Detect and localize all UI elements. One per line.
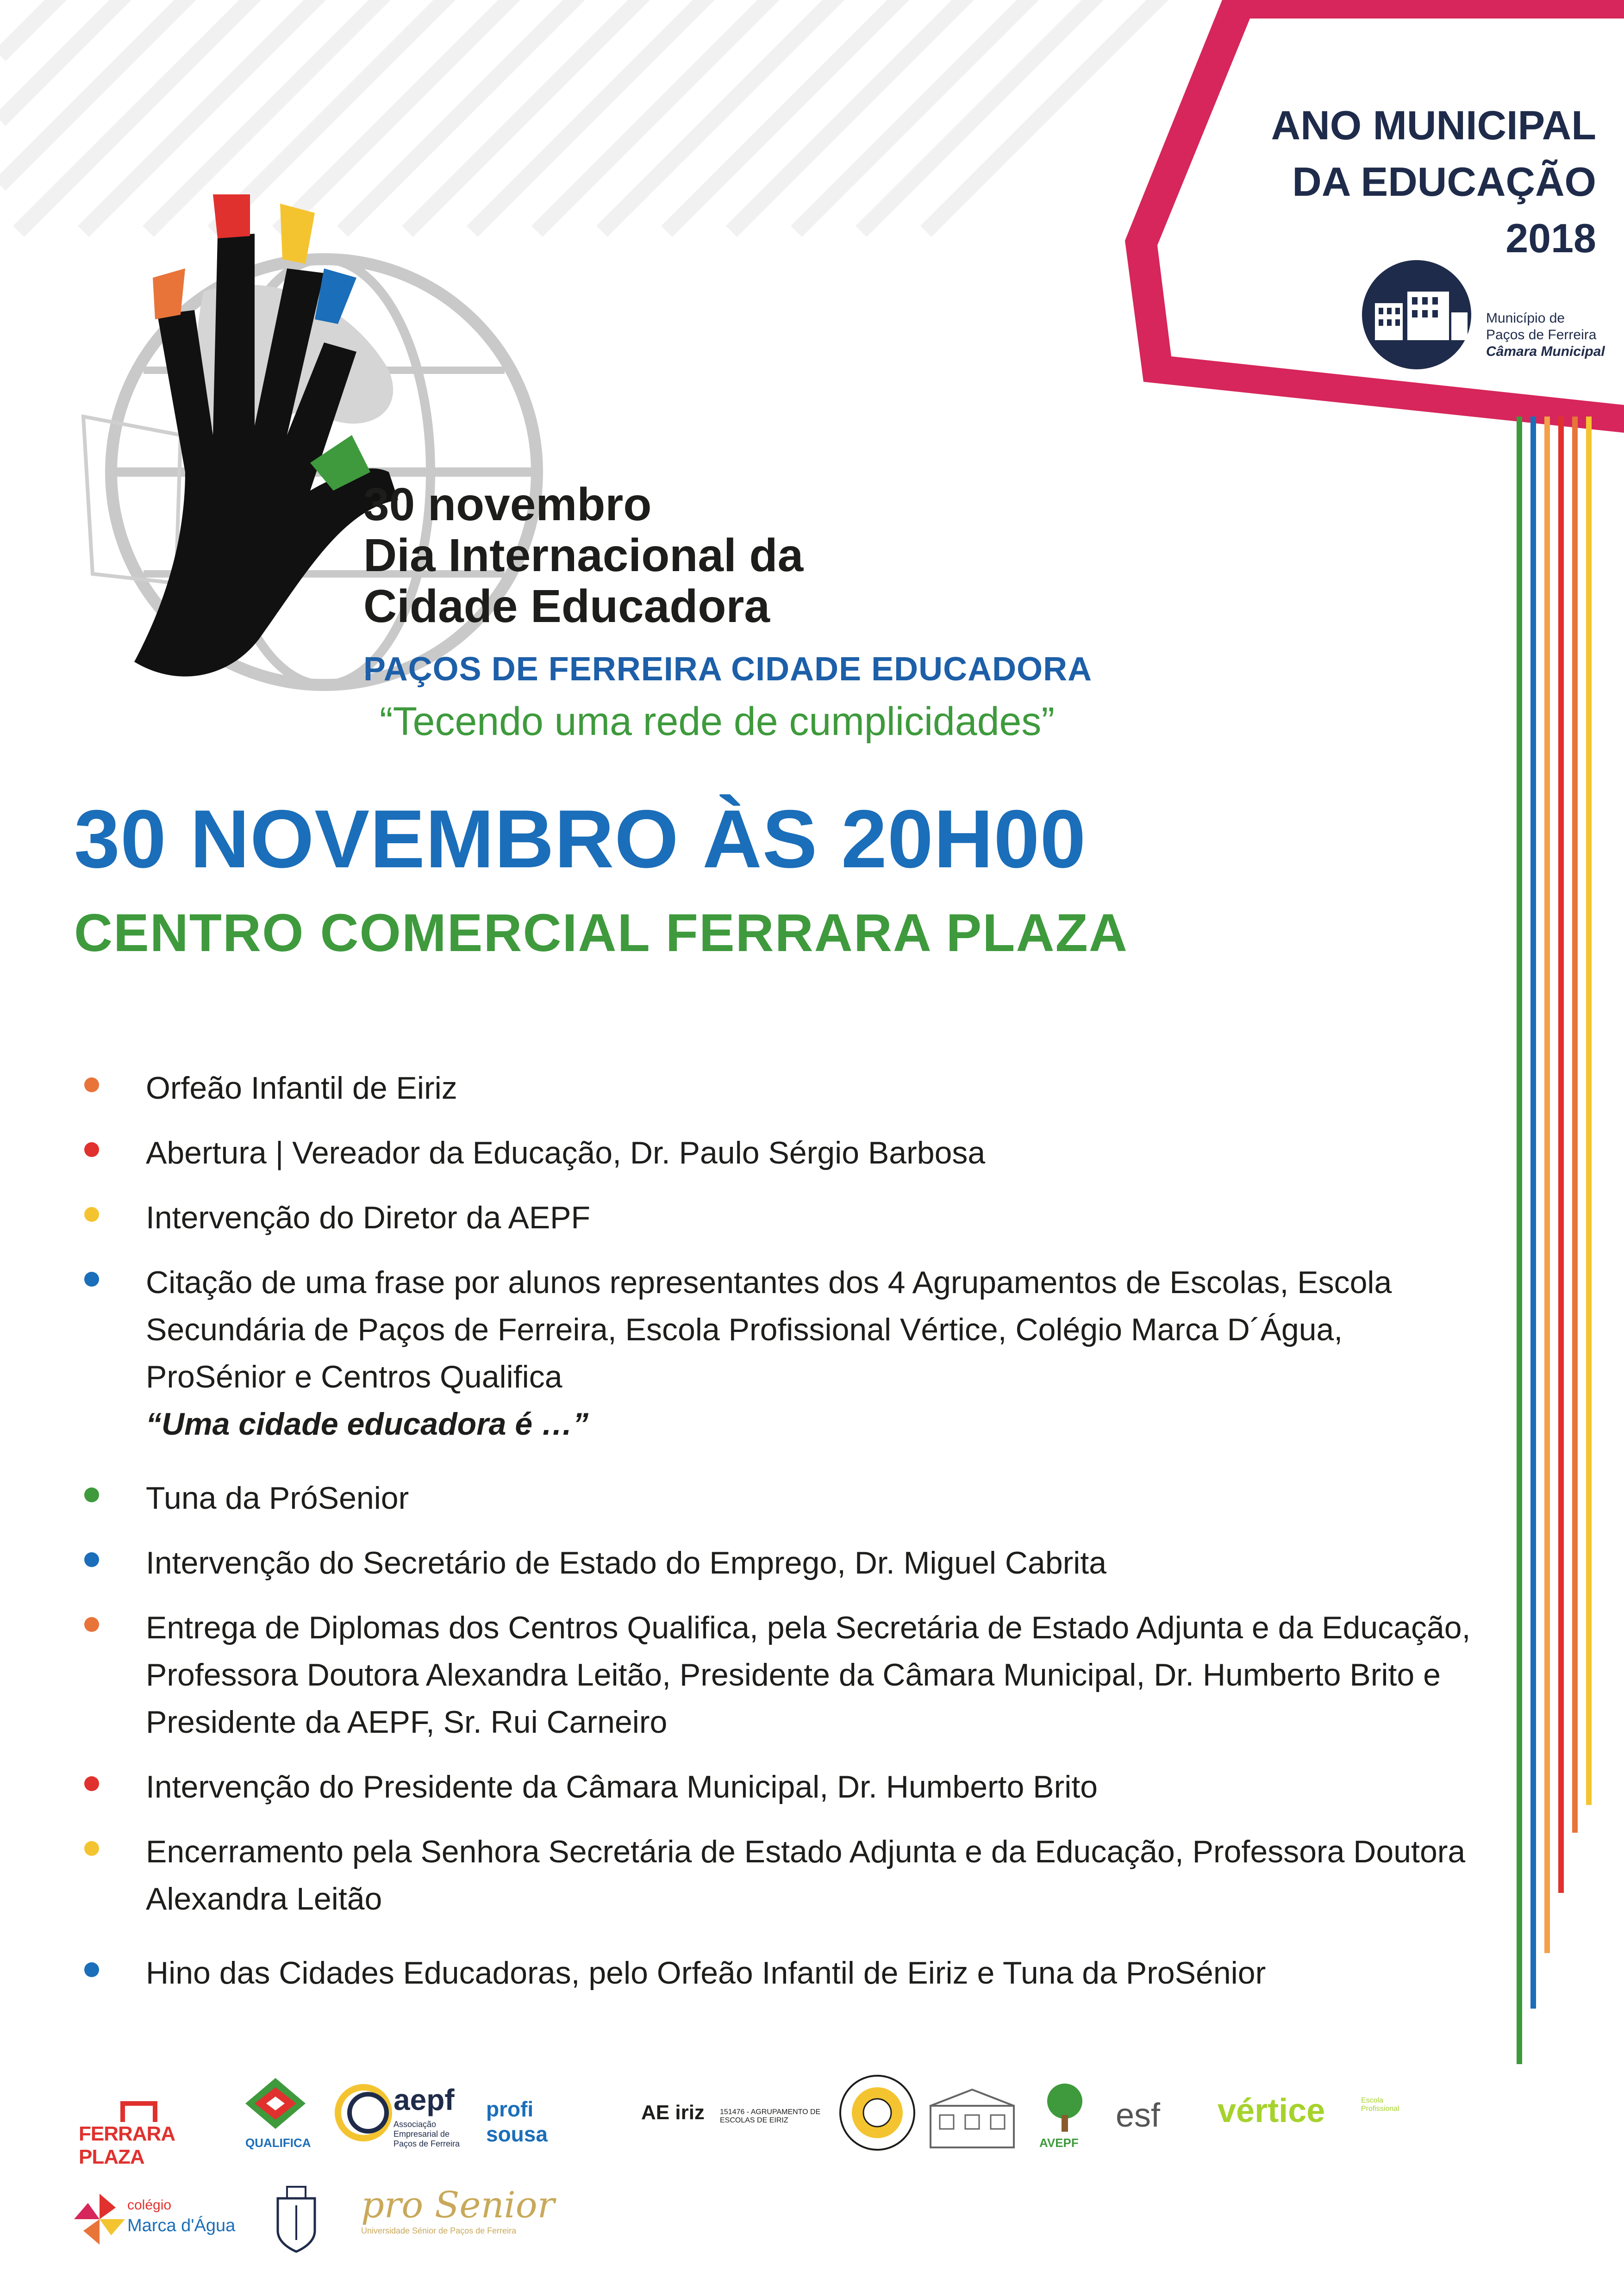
vertice-text: vértice [1218,2092,1325,2129]
qualifica-logo [245,2078,315,2171]
program-item [79,1763,1491,1811]
bullet-dot-icon [84,1077,99,1092]
event-logo-title [363,479,803,632]
municipio-text [1486,310,1605,360]
program-item-text: Intervenção do Secretário de Estado do Emprego, Dr. Miguel Cabrita [146,1545,1107,1580]
program-item-text: Tuna da PróSenior [146,1481,409,1516]
school-building-sketch-icon [926,2087,1018,2152]
event-logo-line2: Dia Internacional da [363,529,804,581]
program-item-text: Abertura | Vereador da Educação, Dr. Paulo Sérgio Barbosa [146,1135,986,1170]
event-venue-heading: CENTRO COMERCIAL FERRARA PLAZA [74,903,1128,963]
program-list [79,1064,1491,1997]
profisousa-text: profi sousa [486,2097,548,2146]
aepf-text: aepf [394,2083,455,2116]
aeiriz-text: AE iriz [641,2101,705,2124]
program-item-text: Intervenção do Diretor da AEPF [146,1200,591,1235]
partner-logos-row [74,2069,1444,2194]
year-title-line2: DA EDUCAÇÃO [1292,159,1596,205]
vertice-sub-text: Escola Profissional [1361,2097,1399,2113]
year-title [1180,97,1596,267]
program-item [79,1194,1491,1241]
program-item-text: Orfeão Infantil de Eiriz [146,1070,457,1106]
bullet-dot-icon [84,1617,99,1632]
year-title-line1: ANO MUNICIPAL [1271,102,1596,148]
event-logo-line3: Cidade Educadora [363,580,770,632]
aepf-logo [333,2083,472,2171]
program-item [79,1949,1491,1997]
program-item [79,1064,1491,1112]
program-item [79,1828,1491,1923]
program-item [79,1539,1491,1587]
aeiriz-logo [641,2101,711,2147]
program-item-text: Encerramento pela Senhora Secretária de Estado Adjunta e da Educação, Professora Doutora Alexandra Leitão [146,1834,1466,1916]
marca-agua-text-1: colégio [127,2197,172,2213]
program-item-text: Hino das Cidades Educadoras, pelo Orfeão Infantil de Eiriz e Tuna da ProSénior [146,1955,1266,1991]
program-item-text: Intervenção do Presidente da Câmara Municipal, Dr. Humberto Brito [146,1769,1098,1804]
ferrara-plaza-text: FERRARA PLAZA [79,2122,175,2168]
program-item [79,1604,1491,1746]
municipio-line1: Município de [1486,311,1565,326]
aepf-sub-text: Associação Empresarial de Paços de Ferreira [394,2120,460,2148]
bullet-dot-icon [84,1962,99,1977]
qualifica-text: QUALIFICA [245,2136,311,2150]
avepf-logo [1039,2083,1095,2157]
event-logo-line1: 30 novembro [363,479,652,530]
program-item [79,1259,1491,1448]
event-logo-subtitle: PAÇOS DE FERREIRA CIDADE EDUCADORA [363,651,1093,688]
municipio-line3: Câmara Municipal [1486,344,1605,359]
marca-agua-logo [74,2194,250,2259]
partner-logos-row-2 [74,2184,583,2277]
municipio-line2: Paços de Ferreira [1486,327,1597,342]
esf-logo [1116,2097,1199,2147]
pinwheel-icon [74,2194,125,2245]
colored-vertical-lines [1509,417,1624,2296]
prosenior-text: pro Senior [361,2184,555,2226]
agrupamento-eiriz-logo [720,2108,826,2145]
aepf-circle-icon [333,2083,394,2143]
bullet-dot-icon [84,1841,99,1856]
agrupamento-eiriz-text: 151476 - AGRUPAMENTO DE ESCOLAS DE EIRIZ [720,2108,821,2124]
program-item [79,1475,1491,1522]
bullet-dot-icon [84,1552,99,1567]
profisousa-logo [486,2097,588,2147]
esf-text: esf [1116,2097,1161,2134]
ferrara-plaza-logo [79,2097,218,2168]
avepf-text: AVEPF [1039,2136,1079,2150]
agrupamento-escolas-seal-icon [838,2073,921,2157]
vertice-logo [1218,2092,1412,2147]
bullet-dot-icon [84,1487,99,1502]
marca-agua-text-2: Marca d'Água [127,2216,236,2235]
prosenior-sub-text: Universidade Sénior de Paços de Ferreira [361,2226,517,2235]
program-item [79,1129,1491,1176]
bullet-dot-icon [84,1272,99,1287]
event-date-heading: 30 NOVEMBRO ÀS 20H00 [74,793,1087,885]
bullet-dot-icon [84,1776,99,1791]
bullet-dot-icon [84,1207,99,1222]
program-item-emphasis: “Uma cidade educadora é …” [146,1406,589,1442]
avepf-tree-icon [1039,2083,1090,2134]
eiriz-coat-of-arms-icon [273,2184,324,2263]
event-logo-quote: “Tecendo uma rede de cumplicidades” [380,699,1055,744]
qualifica-diamond-icon [245,2078,306,2134]
bullet-dot-icon [84,1142,99,1157]
year-title-line3: 2018 [1505,215,1596,261]
program-item-text: Citação de uma frase por alunos representantes dos 4 Agrupamentos de Escolas, Escola Secundária de Paços de Ferreira, Escola Profissional Vértice, Colégio Marca D´Água, ProSénior e Centros Qualifica [146,1265,1392,1394]
prosenior-logo [361,2184,556,2277]
program-item-text: Entrega de Diplomas dos Centros Qualifica, pela Secretária de Estado Adjunta e da Educação, Professora Doutora Alexandra Leitão, Presidente da Câmara Municipal, Dr. Humberto Brito e Presidente da AEPF, Sr. Rui Carneiro [146,1610,1471,1740]
